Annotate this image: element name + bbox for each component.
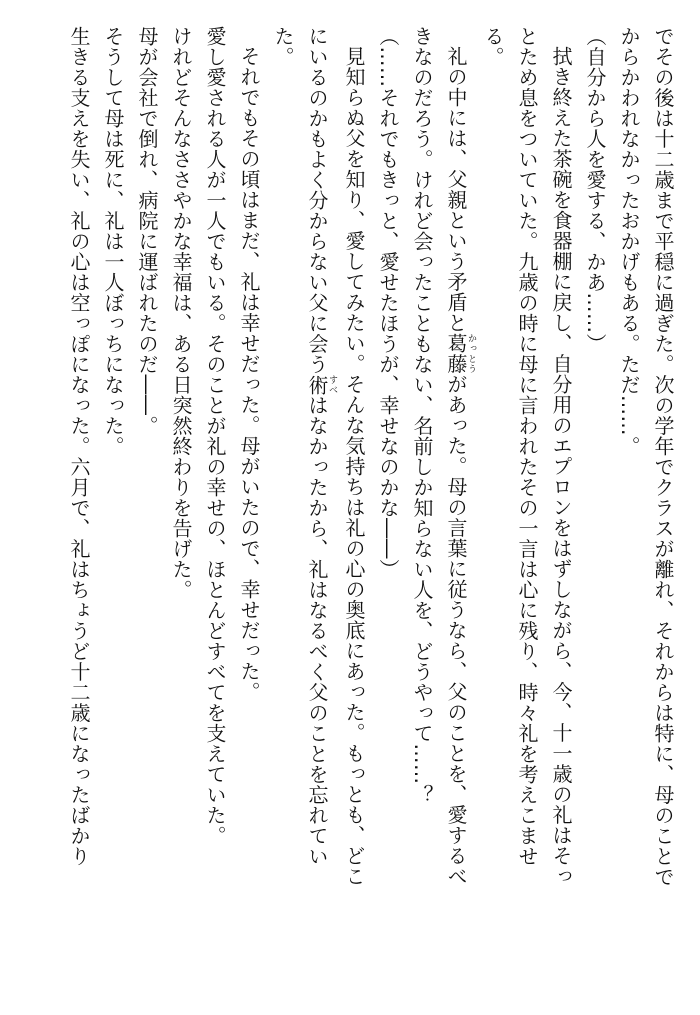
- text-line-15: けれどそんなささやかな幸福は、ある日突然終わりを告げた。: [169, 26, 193, 600]
- text-line-11: にいるのかもよく分からない父に会う術すべはなかったから、礼はなるべく父のことを忘れてい: [305, 26, 337, 867]
- text-line-12: た。: [271, 26, 295, 67]
- text-line-1: でその後は十二歳まで平穏に過ぎた。次の学年でクラスが離れ、それからは特に、母のことで: [651, 26, 675, 887]
- text-line-5: とため息をついていた。九歳の時に母に言われたその一言は心に残り、時々礼を考えこませ: [515, 26, 539, 867]
- furigana: 術すべ: [305, 374, 337, 395]
- text-line-10: 見知らぬ父を知り、愛してみたい。そんな気持ちは礼の心の奥底にあった。もっとも、どこ: [342, 46, 366, 887]
- text-line-13: それでもその頃はまだ、礼は幸せだった。母がいたので、幸せだった。: [237, 46, 261, 702]
- text-line-16: 母が会社で倒れ、病院に運ばれたのだ――。: [135, 26, 159, 436]
- text-line-8: きなのだろう。けれど会ったこともない、名前しか知らない人を、どうやって……？: [410, 26, 434, 805]
- text-line-14: 愛し愛される人が一人でもいる。そのことが礼の幸せの、ほとんどすべてを支えていた。: [203, 26, 227, 846]
- text-line-2: からかわれなかったおかげもある。ただ……。: [617, 26, 641, 457]
- text-line-18: 生きる支えを失い、礼の心は空っぽになった。六月で、礼はちょうど十二歳になったばかり: [67, 26, 91, 867]
- text-line-3: （自分から人を愛する、かあ……）: [583, 26, 607, 354]
- text-line-9: （……それでもきっと、愛せたほうが、幸せなのかな――）: [376, 26, 400, 580]
- text-line-6: る。: [481, 26, 505, 67]
- text-line-7: 礼の中には、父親という矛盾と葛藤かっとうがあった。母の言葉に従うなら、父のことを、愛するべ: [444, 46, 476, 887]
- furigana: 葛藤かっとう: [444, 333, 476, 374]
- text-line-4: 拭き終えた茶碗を食器棚に戻し、自分用のエプロンをはずしながら、今、十一歳の礼はそっ: [549, 46, 573, 887]
- text-line-17: そうして母は死に、礼は一人ぼっちになった。: [101, 26, 125, 457]
- novel-page: [15, 26, 680, 966]
